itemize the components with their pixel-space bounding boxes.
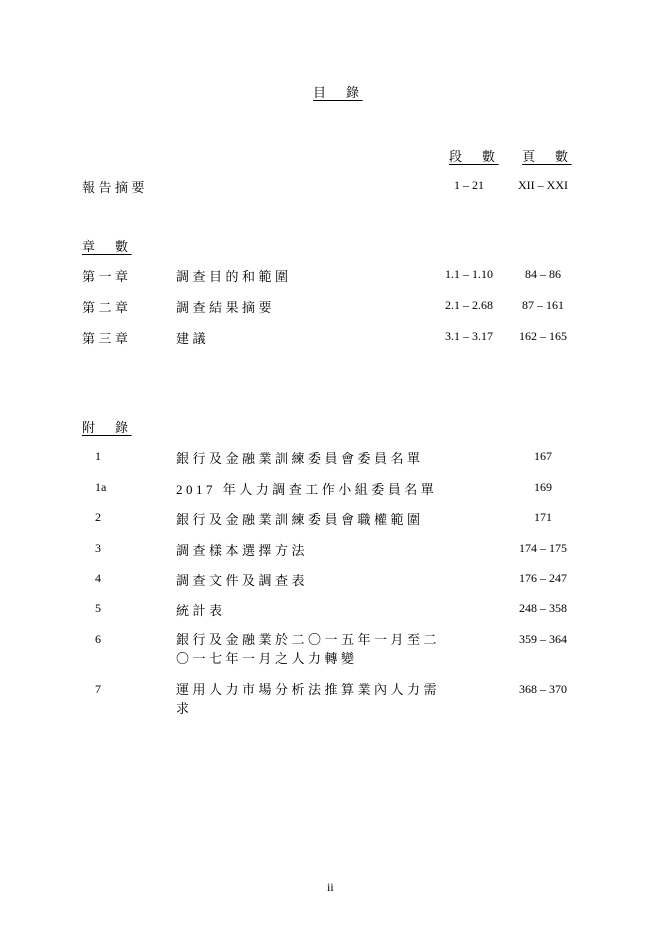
- appendix-label: 3: [95, 541, 101, 555]
- appendix-label: 7: [95, 682, 101, 696]
- appendix-pages: 176 – 247: [519, 571, 567, 585]
- appendix-label: 5: [95, 601, 101, 615]
- appendix-label: 4: [95, 571, 101, 585]
- appendix-pages: 167: [534, 449, 552, 463]
- appendix-title: 銀行及金融業於二〇一五年一月至二〇一七年一月之人力轉變: [176, 632, 441, 666]
- appendix-pages: 171: [534, 510, 552, 524]
- page-number: ii: [327, 880, 334, 894]
- appendix-pages: 368 – 370: [519, 682, 567, 696]
- appendix-title: 調查樣本選擇方法: [176, 543, 309, 558]
- page-title: 目 錄: [313, 85, 363, 100]
- chapter-paragraphs: 3.1 – 3.17: [445, 329, 493, 343]
- appendix-title: 調查文件及調查表: [176, 573, 309, 588]
- appendix-heading: 附 錄: [82, 420, 132, 435]
- paragraph-column-header: 段 數: [449, 149, 499, 164]
- appendix-pages: 174 – 175: [519, 541, 567, 555]
- chapter-title: 調查結果摘要: [176, 300, 276, 315]
- appendix-pages: 359 – 364: [519, 632, 567, 646]
- appendix-label: 1: [95, 449, 101, 463]
- appendix-pages: 248 – 358: [519, 601, 567, 615]
- chapter-label: 第三章: [82, 331, 132, 346]
- appendix-title: 銀行及金融業訓練委員會職權範圍: [176, 512, 424, 527]
- chapter-title: 調查目的和範圍: [176, 269, 292, 284]
- chapter-label: 第一章: [82, 269, 132, 284]
- chapter-pages: 162 – 165: [519, 329, 567, 343]
- chapter-label: 第二章: [82, 300, 132, 315]
- appendix-title: 統計表: [176, 603, 226, 618]
- appendix-label: 6: [95, 632, 101, 646]
- appendix-title: 運用人力市場分析法推算業內人力需求: [176, 682, 441, 716]
- appendix-label: 2: [95, 510, 101, 524]
- summary-label: 報告摘要: [82, 180, 149, 195]
- chapter-title: 建議: [176, 331, 210, 346]
- page-column-header: 頁 數: [522, 149, 572, 164]
- summary-pages: XII – XXI: [518, 178, 568, 192]
- appendix-title: 銀行及金融業訓練委員會委員名單: [176, 451, 424, 466]
- chapters-heading: 章 數: [82, 239, 132, 254]
- chapter-pages: 87 – 161: [522, 298, 564, 312]
- appendix-pages: 169: [534, 480, 552, 494]
- chapter-pages: 84 – 86: [525, 267, 561, 281]
- chapter-paragraphs: 1.1 – 1.10: [445, 267, 493, 281]
- appendix-label: 1a: [95, 480, 107, 494]
- appendix-title: 2017 年人力調查工作小組委員名單: [176, 482, 438, 497]
- chapter-paragraphs: 2.1 – 2.68: [445, 298, 493, 312]
- summary-paragraphs: 1 – 21: [454, 178, 484, 192]
